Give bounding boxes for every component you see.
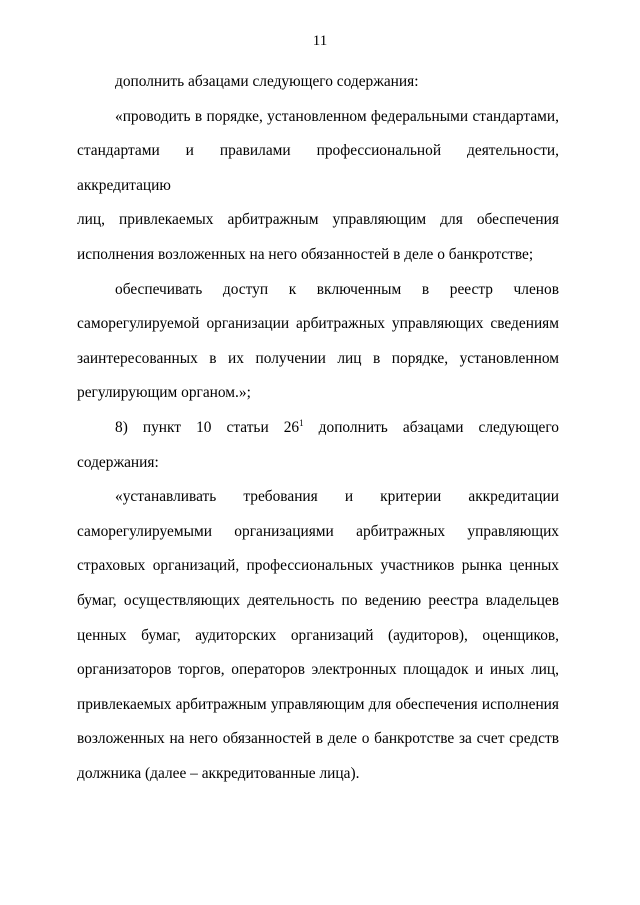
superscript-number: 1 (299, 417, 304, 428)
text-line: лиц, привлекаемых арбитражным управляющим для обеспечения (77, 211, 559, 229)
text-line: саморегулируемыми организациями арбитражных управляющих (77, 522, 559, 540)
text-line: «проводить в порядке, установленном федеральными стандартами, (115, 107, 559, 125)
text-line (77, 411, 559, 446)
text-line: организаторов торгов, операторов электронных площадок и иных лиц, (77, 661, 559, 679)
text-line: возложенных на него обязанностей в деле о банкротстве за счет средств (77, 730, 559, 748)
paragraph-3 (77, 273, 559, 411)
text-line: «устанавливать требования и критерии аккредитации (115, 488, 559, 506)
text-line: заинтересованных в их получении лиц в порядке, установленном (77, 349, 559, 367)
text-line: исполнения возложенных на него обязанностей в деле о банкротстве; (77, 245, 534, 263)
paragraph-5 (77, 480, 559, 791)
document-body (77, 65, 559, 791)
item-text-before-superscript: 8) пункт 10 статьи 26 (115, 418, 300, 436)
text-line: саморегулируемой организации арбитражных управляющих сведениям (77, 315, 559, 333)
text-line: должника (далее – аккредитованные лица). (77, 764, 360, 782)
paragraph-4 (77, 411, 559, 480)
text-line: стандартами и правилами профессиональной деятельности, аккредитацию (77, 142, 559, 194)
text-line: ценных бумаг, аудиторских организаций (аудиторов), оценщиков, (77, 626, 559, 644)
text-line: обеспечивать доступ к включенным в реестр членов (115, 280, 559, 298)
paragraph-1 (77, 65, 559, 100)
item-text-after-superscript: дополнить абзацами следующего (303, 418, 560, 436)
text-line: бумаг, осуществляющих деятельность по ведению реестра владельцев (77, 591, 559, 609)
text-line: регулирующим органом.»; (77, 384, 251, 402)
text-line: дополнить абзацами следующего содержания: (115, 73, 419, 90)
text-line: содержания: (77, 453, 159, 471)
text-line: страховых организаций, профессиональных участников рынка ценных (77, 557, 559, 575)
page-number: 11 (312, 33, 328, 49)
text-line: привлекаемых арбитражным управляющим для обеспечения исполнения (77, 695, 559, 713)
paragraph-2 (77, 100, 559, 273)
